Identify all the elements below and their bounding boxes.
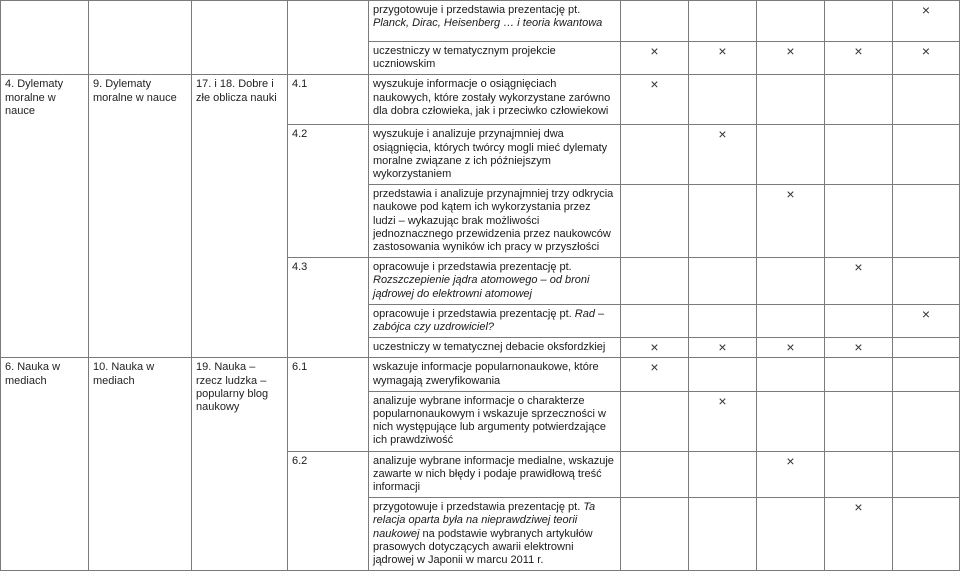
empty-cell <box>89 1 192 75</box>
level-mark-cell <box>621 304 689 337</box>
level-mark-cell <box>825 258 893 305</box>
activity-cell <box>369 1 621 42</box>
level-mark-cell <box>689 258 757 305</box>
lesson-cell: 17. i 18. Dobre i złe oblicza nauki <box>192 75 288 358</box>
level-mark-cell <box>621 1 689 42</box>
requirement-number: 4.3 <box>288 258 369 358</box>
activity-text: analizuje wybrane informacje o charakterze popularnonaukowym i wskazuje sprzeczności w nich występujące lub argumenty potwierdzające ich prawdziwość <box>373 394 606 447</box>
level-mark-cell <box>621 75 689 125</box>
level-mark-cell <box>825 75 893 125</box>
empty-cell <box>192 1 288 75</box>
level-mark-cell <box>621 258 689 305</box>
activity-cell <box>369 498 621 571</box>
activity-text: wyszukuje informacje o osiągnięciach naukowych, które zostały wykorzystane zarówno dla dobra człowieka, jak i przeciwko człowiekowi <box>373 78 611 117</box>
empty-cell <box>288 1 369 75</box>
activity-text: opracowuje i przedstawia prezentację pt. <box>373 307 575 320</box>
cross-mark-icon: × <box>921 43 931 59</box>
activity-cell <box>369 185 621 258</box>
level-mark-cell <box>689 358 757 391</box>
activity-cell <box>369 42 621 75</box>
level-mark-cell <box>825 304 893 337</box>
level-mark-cell <box>689 304 757 337</box>
cross-mark-icon: × <box>786 43 795 59</box>
cross-mark-icon: × <box>650 359 659 376</box>
level-mark-cell <box>893 451 960 498</box>
topic-cell: 10. Nauka w mediach <box>89 358 192 571</box>
cross-mark-icon: × <box>921 305 931 322</box>
level-mark-cell <box>689 42 757 75</box>
level-mark-cell <box>689 391 757 451</box>
level-mark-cell <box>825 498 893 571</box>
activity-text: wskazuje informacje popularnonaukowe, które wymagają zweryfikowania <box>373 361 599 387</box>
activity-title-italic: Rad – zabójca czy uzdrowiciel? <box>373 307 605 334</box>
cross-mark-icon: × <box>718 126 727 143</box>
level-mark-cell <box>757 304 825 337</box>
level-mark-cell <box>757 1 825 42</box>
cross-mark-icon: × <box>854 499 863 516</box>
activity-title-italic: Rozszczepienie jądra atomowego – od broni jądrowej do elektrowni atomowej <box>373 274 590 300</box>
activity-cell <box>369 304 621 337</box>
cross-mark-icon: × <box>718 339 727 356</box>
level-mark-cell <box>893 258 960 305</box>
activity-cell <box>369 75 621 125</box>
cross-mark-icon: × <box>650 76 659 93</box>
level-mark-cell <box>893 42 960 75</box>
level-mark-cell <box>757 75 825 125</box>
activity-text: analizuje wybrane informacje medialne, wskazuje zawarte w nich błędy i podaje prawidłową treść informacji <box>373 454 614 494</box>
cross-mark-icon: × <box>921 2 931 18</box>
level-mark-cell <box>621 185 689 258</box>
activity-cell <box>369 258 621 305</box>
level-mark-cell <box>825 42 893 75</box>
cross-mark-icon: × <box>854 339 863 356</box>
level-mark-cell <box>757 451 825 498</box>
activity-cell <box>369 358 621 391</box>
activity-title-italic: Ta relacja oparta była na nieprawdziwej teorii naukowej <box>373 501 596 540</box>
activity-title-italic: Planck, Dirac, Heisenberg … i teoria kwantowa <box>373 17 603 30</box>
requirement-number: 6.1 <box>288 358 369 451</box>
empty-cell <box>1 1 89 75</box>
activity-text: uczestniczy w tematycznym projekcie uczniowskim <box>373 45 556 71</box>
topic-cell: 9. Dylematy moralne w nauce <box>89 75 192 358</box>
level-mark-cell <box>757 498 825 571</box>
level-mark-cell <box>893 185 960 258</box>
section-cell: 4. Dylematy moralne w nauce <box>1 75 89 358</box>
level-mark-cell <box>621 358 689 391</box>
table-row <box>1 1 960 42</box>
level-mark-cell <box>621 451 689 498</box>
level-mark-cell <box>689 1 757 42</box>
level-mark-cell <box>825 125 893 185</box>
level-mark-cell <box>757 258 825 305</box>
activity-text: na podstawie wybranych artykułów prasowych dotyczących awarii elektrowni jądrowej w Japonii w marcu 2011 r. <box>373 527 593 567</box>
level-mark-cell <box>689 451 757 498</box>
level-mark-cell <box>689 338 757 358</box>
level-mark-cell <box>621 498 689 571</box>
level-mark-cell <box>893 498 960 571</box>
activity-text: przedstawia i analizuje przynajmniej trzy odkrycia naukowe pod kątem ich wykorzystania przez ludzi – wykazując brak możliwości jednoznacznego przewidzenia przez naukowców zastosowania wyników ich pracy w przyszłości <box>373 188 614 254</box>
level-mark-cell <box>893 358 960 391</box>
table-row <box>1 358 960 391</box>
activity-text: wyszukuje i analizuje przynajmniej dwa osiągnięcia, których twórcy mogli mieć dylematy moralne związane z ich późniejszym wykorzystaniem <box>373 128 608 181</box>
level-mark-cell <box>893 391 960 451</box>
level-mark-cell <box>893 75 960 125</box>
cross-mark-icon: × <box>650 43 659 59</box>
section-cell: 6. Nauka w mediach <box>1 358 89 571</box>
level-mark-cell <box>621 42 689 75</box>
level-mark-cell <box>825 185 893 258</box>
level-mark-cell <box>825 358 893 391</box>
level-mark-cell <box>825 391 893 451</box>
level-mark-cell <box>757 391 825 451</box>
level-mark-cell <box>689 498 757 571</box>
cross-mark-icon: × <box>854 259 863 276</box>
table-row <box>1 75 960 125</box>
level-mark-cell <box>825 451 893 498</box>
cross-mark-icon: × <box>718 392 727 409</box>
level-mark-cell <box>757 42 825 75</box>
activity-text: przygotowuje i przedstawia prezentację pt. <box>373 501 584 514</box>
cross-mark-icon: × <box>786 186 795 203</box>
level-mark-cell <box>689 185 757 258</box>
requirement-number: 4.2 <box>288 125 369 258</box>
level-mark-cell <box>893 125 960 185</box>
level-mark-cell <box>893 338 960 358</box>
activity-cell <box>369 391 621 451</box>
level-mark-cell <box>893 1 960 42</box>
level-mark-cell <box>689 75 757 125</box>
level-mark-cell <box>621 125 689 185</box>
cross-mark-icon: × <box>786 452 795 469</box>
cross-mark-icon: × <box>718 43 727 59</box>
cross-mark-icon: × <box>786 339 795 356</box>
activity-text: przygotowuje i przedstawia prezentację pt. <box>373 4 581 16</box>
activity-cell <box>369 338 621 358</box>
activity-text: opracowuje i przedstawia prezentację pt. <box>373 261 572 274</box>
requirement-number: 6.2 <box>288 451 369 571</box>
level-mark-cell <box>757 185 825 258</box>
level-mark-cell <box>621 391 689 451</box>
level-mark-cell <box>825 338 893 358</box>
cross-mark-icon: × <box>854 43 863 59</box>
activity-cell <box>369 125 621 185</box>
level-mark-cell <box>825 1 893 42</box>
level-mark-cell <box>757 358 825 391</box>
level-mark-cell <box>689 125 757 185</box>
requirement-number: 4.1 <box>288 75 369 125</box>
level-mark-cell <box>621 338 689 358</box>
level-mark-cell <box>757 125 825 185</box>
level-mark-cell <box>757 338 825 358</box>
lesson-cell: 19. Nauka – rzecz ludzka – popularny blog naukowy <box>192 358 288 571</box>
level-mark-cell <box>893 304 960 337</box>
cross-mark-icon: × <box>650 339 659 356</box>
activity-cell <box>369 451 621 498</box>
activity-text: uczestniczy w tematycznej debacie oksfordzkiej <box>373 341 606 354</box>
